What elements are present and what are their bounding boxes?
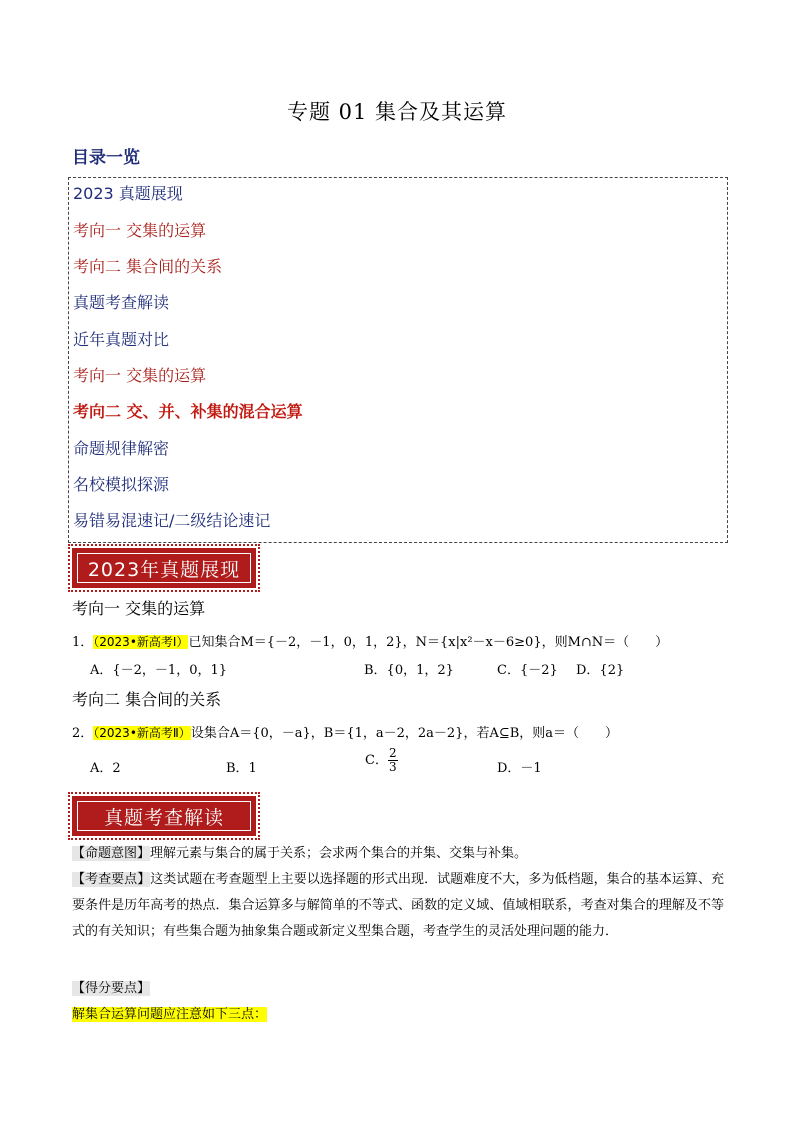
paragraph-key-points: [72, 867, 724, 945]
page-title: 专题 01 集合及其运算: [286, 100, 508, 124]
toc-item-topic1[interactable]: 考向一 交集的运算: [73, 221, 207, 240]
question-number: 1．: [72, 635, 94, 650]
paragraph-tag: 【考查要点】: [72, 872, 151, 887]
question-source-tag: （2023•新高考Ⅰ）: [93, 635, 189, 649]
question-source-tag: （2023•新高考Ⅱ）: [93, 726, 191, 740]
toc-item-recent-compare[interactable]: 近年真题对比: [73, 330, 170, 349]
paragraph-text: 这类试题在考查题型上主要以选择题的形式出现．试题难度不大，多为低档题，集合的基本运算、充要条件是历年高考的热点．集合运算多与解简单的不等式、函数的定义域、值域相联系，考查对集合的理解及不等式的有关知识；有些集合题为抽象集合题或新定义型集合题，考查学生的灵活处理问题的能力．: [72, 872, 724, 939]
fraction: $\frac{2}{3}$: [388, 746, 397, 774]
option-c-prefix: C．: [365, 753, 388, 768]
paragraph-text: 解集合运算问题应注意如下三点：: [72, 1007, 268, 1022]
section-banner-2023: [72, 548, 256, 588]
option-d: D．{2}: [576, 663, 625, 678]
option-c: C．{－2}: [497, 663, 558, 678]
table-of-contents: [68, 177, 728, 543]
option-d: D．－1: [497, 761, 542, 776]
banner-label: 真题考查解读: [77, 801, 251, 831]
option-c: [365, 747, 398, 774]
option-a: A．{－2，－1，0，1}: [90, 663, 228, 678]
question-2: [72, 722, 618, 741]
question-text: 设集合A＝{0，－a}，B＝{1，a－2，2a－2}，若A⊆B，则a＝（ ）: [190, 726, 619, 741]
paragraph-tag: 【命题意图】: [72, 846, 151, 861]
section-heading-topic2: 考向二 集合间的关系: [72, 690, 222, 709]
paragraph-notes: [72, 1002, 724, 1028]
option-a: A．2: [90, 761, 121, 776]
toc-item-quick-notes[interactable]: 易错易混速记/二级结论速记: [73, 511, 271, 530]
option-b: B．1: [226, 761, 257, 776]
paragraph-intent: [72, 841, 724, 867]
section-banner-interpretation: [72, 796, 256, 836]
option-b: B．{0，1，2}: [364, 663, 454, 678]
toc-item-2023-exam[interactable]: 2023 真题展现: [73, 184, 183, 203]
paragraph-text: 理解元素与集合的属于关系；会求两个集合的并集、交集与补集。: [150, 846, 528, 861]
question-number: 2．: [72, 726, 94, 741]
paragraph-scoring: [72, 976, 724, 1002]
toc-item-interpretation[interactable]: 真题考查解读: [73, 293, 170, 312]
banner-label: 2023年真题展现: [77, 553, 251, 583]
toc-item-patterns[interactable]: 命题规律解密: [73, 439, 170, 458]
toc-item-recent-topic1[interactable]: 考向一 交集的运算: [73, 366, 207, 385]
question-text: 已知集合M＝{－2，－1，0，1，2}，N＝{x|x²－x－6≥0}，则M∩N＝（ ）: [188, 635, 669, 650]
question-1: [72, 631, 668, 650]
toc-item-topic2[interactable]: 考向二 集合间的关系: [73, 257, 223, 276]
toc-item-mock-exams[interactable]: 名校模拟探源: [73, 475, 170, 494]
section-heading-topic1: 考向一 交集的运算: [72, 599, 206, 618]
toc-heading: 目录一览: [72, 148, 140, 168]
paragraph-tag: 【得分要点】: [72, 981, 151, 996]
toc-item-recent-topic2[interactable]: 考向二 交、并、补集的混合运算: [73, 402, 303, 421]
